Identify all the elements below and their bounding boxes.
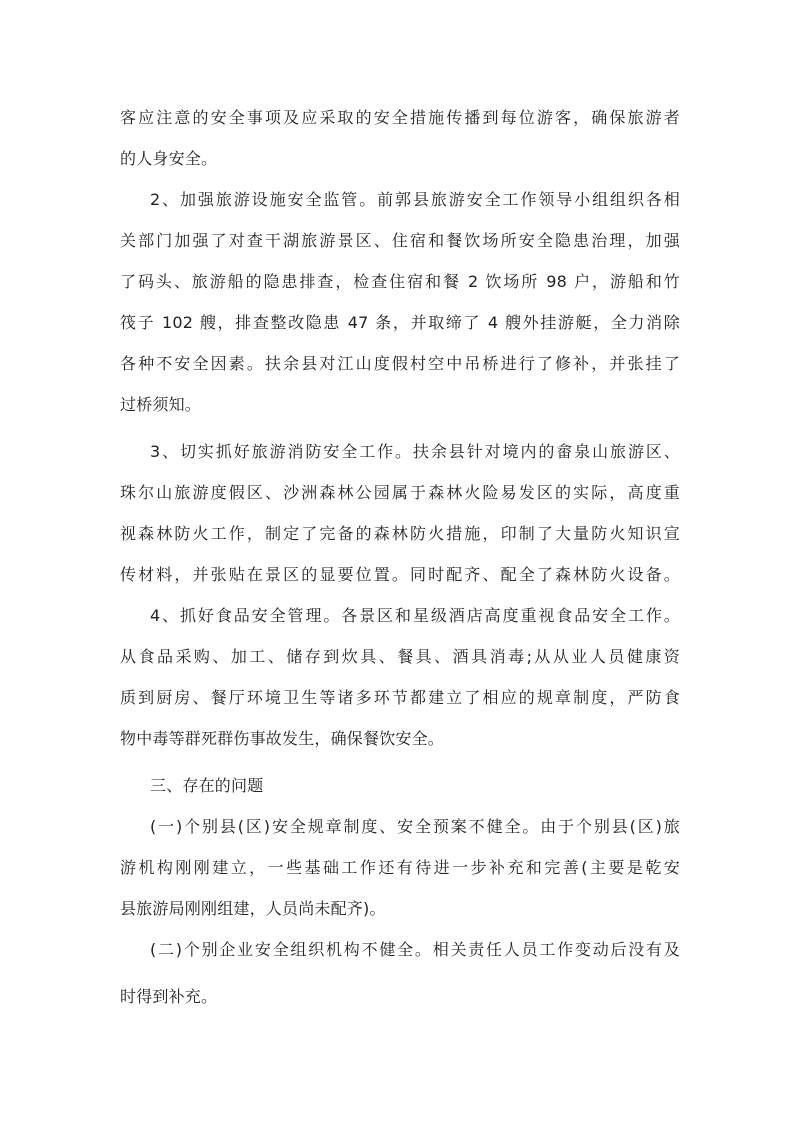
text-line: 游机构刚刚建立，一些基础工作还有待进一步补充和完善(主要是乾安: [120, 858, 680, 877]
text-line: 时得到补充。: [120, 987, 218, 1006]
text-line: 县旅游局刚刚组建，人员尚未配齐)。: [120, 899, 386, 918]
text-line: 质到厨房、餐厅环境卫生等诸多环节都建立了相应的规章制度，严防食: [120, 688, 680, 707]
problem-item-2: (二)个别企业安全组织机构不健全。相关责任人员工作变动后没有及: [150, 940, 680, 959]
problem-item-1: (一)个别县(区)安全规章制度、安全预案不健全。由于个别县(区)旅: [150, 817, 680, 836]
paragraph-heading-3: 3、切实抓好旅游消防安全工作。扶余县针对境内的畲泉山旅游区、: [150, 442, 680, 461]
text-line: 传材料，并张贴在景区的显要位置。同时配齐、配全了森林防火设备。: [120, 565, 680, 584]
text-line: 的人身安全。: [120, 149, 218, 168]
text-line: 了码头、旅游船的隐患排查，检查住宿和餐 2 饮场所 98 户，游船和竹: [120, 272, 680, 291]
paragraph-heading-2: 2、加强旅游设施安全监管。前郭县旅游安全工作领导小组组织各相: [150, 190, 680, 209]
text-line: 筏子 102 艘，排查整改隐患 47 条，并取缔了 4 艘外挂游艇，全力消除: [120, 313, 680, 332]
text-line: 物中毒等群死群伤事故发生，确保餐饮安全。: [120, 729, 445, 748]
text-line: 过桥须知。: [120, 395, 202, 414]
text-line: 客应注意的安全事项及应采取的安全措施传播到每位游客，确保旅游者: [120, 108, 680, 127]
text-line: 从食品采购、加工、储存到炊具、餐具、酒具消毒;从从业人员健康资: [120, 647, 680, 666]
text-line: 关部门加强了对查干湖旅游景区、住宿和餐饮场所安全隐患治理，加强: [120, 231, 680, 250]
section-heading: 三、存在的问题: [150, 776, 264, 795]
text-line: 视森林防火工作，制定了完备的森林防火措施，印制了大量防火知识宣: [120, 524, 680, 543]
text-line: 珠尔山旅游度假区、沙洲森林公园属于森林火险易发区的实际，高度重: [120, 483, 680, 502]
paragraph-heading-4: 4、抓好食品安全管理。各景区和星级酒店高度重视食品安全工作。: [150, 606, 680, 625]
text-line: 各种不安全因素。扶余县对江山度假村空中吊桥进行了修补，并张挂了: [120, 354, 680, 373]
